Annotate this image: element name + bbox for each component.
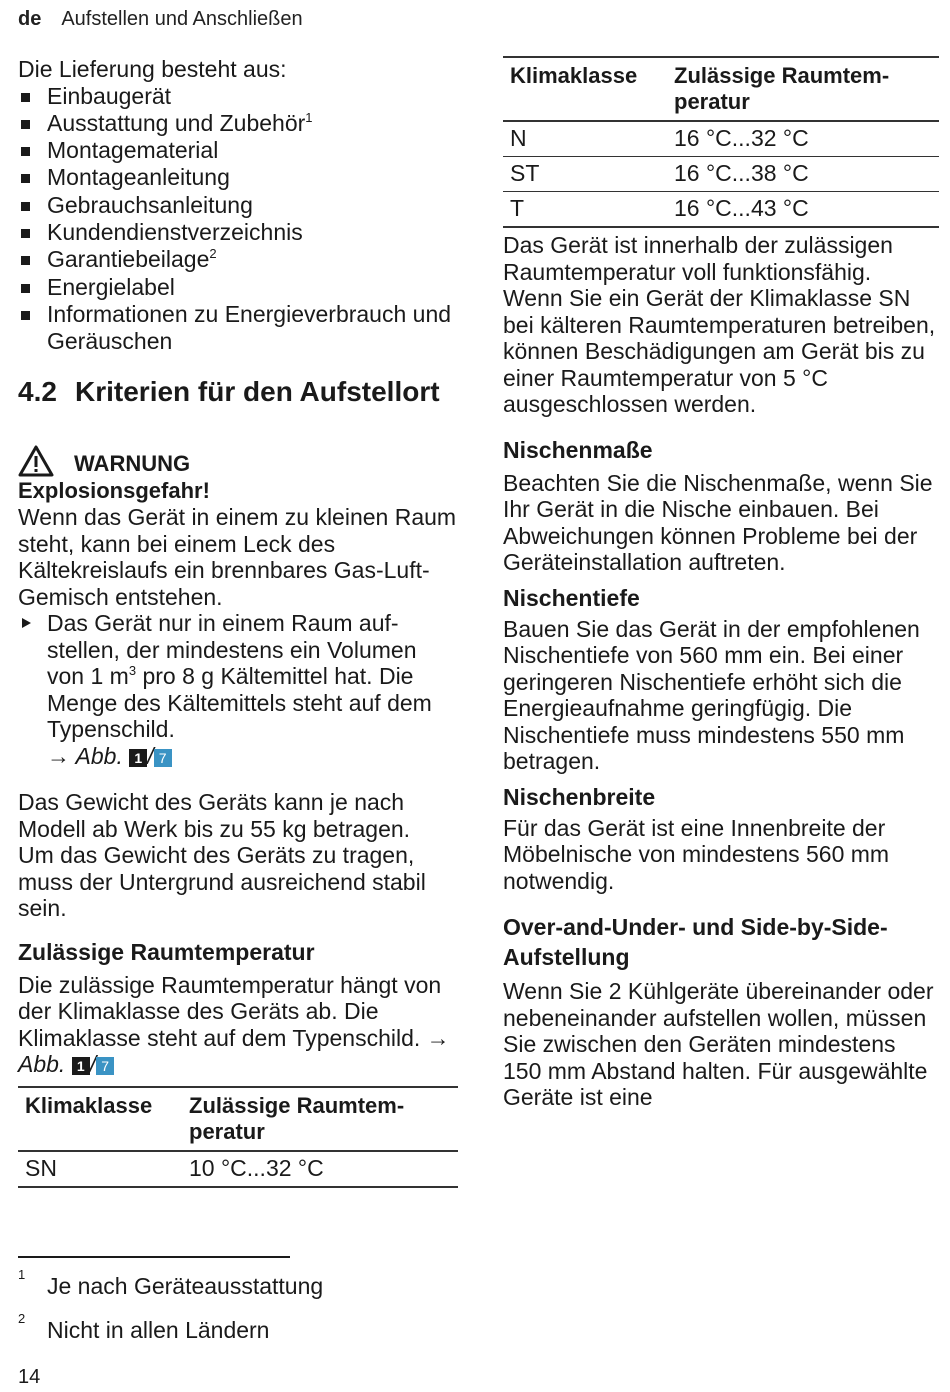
footnote-number: 1 <box>18 1267 26 1282</box>
column-header: Klimaklasse <box>510 63 638 88</box>
list-item: Gebrauchsanleitung <box>18 192 458 219</box>
table-cell: ST <box>510 160 540 186</box>
list-item: Garantiebeilage$^2$ <box>18 246 458 273</box>
figure-reference: → Abb. 1 / 7 <box>18 1024 450 1078</box>
table-row <box>18 1151 458 1187</box>
table-header-row <box>503 57 939 121</box>
header-section-title: Aufstellen und Anschließen <box>61 8 303 30</box>
niche-text: Beachten Sie die Nischenmaße, wenn Sie Ihr Gerät in die Nische einbauen. Bei Abweichungen können Probleme bei der Geräteinstallation auftreten. <box>503 469 933 575</box>
table-row <box>503 121 939 157</box>
niche-depth-text: Bauen Sie das Gerät in der empfohlenen Nischentiefe von 560 mm ein. Bei einer geringeren Nischentiefe erhöht sich die Energieaufnahme geringfügig. Die Nischentiefe muss mindestens 550 mm betragen. <box>503 615 920 774</box>
function-paragraph: Das Gerät ist innerhalb der zulässigen Raumtemperatur voll funktionsfähig. <box>503 232 893 285</box>
niche-heading: Nischenmaße <box>503 436 653 463</box>
table-cell: 16 °C...32 °C <box>674 125 809 151</box>
table-cell: 10 °C...32 °C <box>189 1154 324 1181</box>
table-cell: 16 °C...38 °C <box>674 160 809 186</box>
weight-paragraph-2: Um das Gewicht des Geräts zu tragen, muss der Untergrund ausreichend stabil sein. <box>18 842 426 922</box>
table-cell: N <box>510 125 527 151</box>
list-item: Kundendienstverzeichnis <box>18 219 458 246</box>
climate-class-table <box>503 56 939 228</box>
instruction-step: Das Gerät nur in einem Raum aufstellen, der mindestens ein Volumen von 1 $m^3$ pro 8 g Kältemittel hat. Die Menge des Kältemittels steht auf dem Typenschild. → Abb. 1 / 7 <box>18 610 458 769</box>
function-paragraph-2: Wenn Sie ein Gerät der Klimaklasse SN bei kälteren Raumtemperaturen betreiben, können Beschädigungen am Gerät bis zu einer Raumtemperatur von 5 °C ausgeschlossen werden. <box>503 285 936 417</box>
footnote-text: Nicht in allen Ländern <box>47 1317 270 1343</box>
list-item: Einbaugerät <box>18 83 458 110</box>
language-code: de <box>18 8 42 30</box>
list-item: Energielabel <box>18 274 458 301</box>
warning-triangle-icon <box>18 445 54 477</box>
climate-class-table <box>18 1086 458 1188</box>
footnote <box>18 1267 324 1300</box>
niche-width-heading: Nischenbreite <box>503 783 656 810</box>
list-item: Montageanleitung <box>18 164 458 191</box>
figure-1-badge: 1 <box>129 749 147 767</box>
footnote-divider <box>18 1256 290 1258</box>
section-number: 4.2 <box>18 376 57 408</box>
figure-7-badge: 7 <box>154 749 172 767</box>
weight-paragraph: Das Gewicht des Geräts kann je nach Modell ab Werk bis zu 55 kg betragen. <box>18 789 411 842</box>
section-title: Kriterien für den Aufstellort <box>75 376 440 408</box>
temperature-text: Die zulässige Raumtemperatur hängt von der Klimaklasse des Geräts ab. Die Klimaklasse steht auf dem Typenschild. → Abb. 1 / 7 <box>18 971 450 1078</box>
column-header: Klimaklasse <box>25 1092 153 1118</box>
table-cell: T <box>510 195 525 221</box>
warning-header <box>18 445 458 477</box>
warning-subtitle: Explosionsgefahr! <box>18 478 210 504</box>
delivery-list <box>18 83 458 356</box>
list-item: Montagematerial <box>18 137 458 164</box>
niche-width-text: Für das Gerät ist eine Innenbreite der Möbelnische von mindestens 560 mm notwendig. <box>503 814 890 894</box>
footnote-text: Je nach Geräteausstattung <box>47 1273 324 1299</box>
footnote-ref: 1 <box>305 109 313 125</box>
table-header-row <box>18 1087 458 1151</box>
column-header: Zulässige Raumtemperatur <box>674 63 890 114</box>
left-column <box>18 56 458 1188</box>
delivery-intro: Die Lieferung besteht aus: <box>18 56 287 82</box>
over-under-heading: Over-and-Under- und Side-by-Side-Aufstellung <box>503 914 888 970</box>
right-column <box>503 56 939 1111</box>
section-heading <box>18 375 458 409</box>
table-cell: 16 °C...43 °C <box>674 195 809 221</box>
list-item: Informationen zu Energieverbrauch und Geräuschen <box>18 301 458 356</box>
temperature-heading: Zulässige Raumtemperatur <box>18 938 315 965</box>
warning-text: Wenn das Gerät in einem zu kleinen Raum steht, kann bei einem Leck des Kältekreislaufs ein brennbares Gas-Luft-Gemisch entstehen. <box>18 504 457 610</box>
table-cell: SN <box>25 1154 57 1181</box>
table-row <box>503 157 939 192</box>
step-arrow-icon <box>22 618 31 628</box>
over-under-text: Wenn Sie 2 Kühlgeräte übereinander oder nebeneinander aufstellen wollen, müssen Sie zwischen den Geräten mindestens 150 mm Abstand halten. Für ausgewählte Geräte ist eine <box>503 978 934 1110</box>
warning-label: WARNUNG <box>74 451 191 477</box>
page-number: 14 <box>18 1366 41 1388</box>
niche-depth-heading: Nischentiefe <box>503 584 640 611</box>
column-header: Zulässige Raumtemperatur <box>189 1092 405 1144</box>
footnote <box>18 1311 270 1344</box>
footnote-ref: 2 <box>209 246 217 262</box>
list-item: Ausstattung und Zubehör$^1$ <box>18 110 458 137</box>
page-header <box>18 8 303 31</box>
figure-reference: → Abb. 1 / 7 <box>47 743 172 769</box>
table-row <box>503 192 939 228</box>
footnote-number: 2 <box>18 1311 26 1326</box>
